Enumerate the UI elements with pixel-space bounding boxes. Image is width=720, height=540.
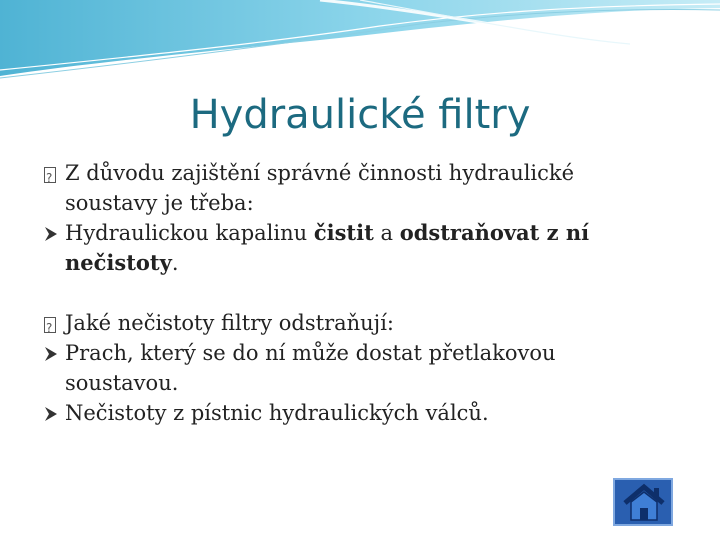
bullet-impurities-text: Jaké nečistoty filtry odstraňují: bbox=[65, 311, 394, 335]
header-wave-decoration bbox=[0, 0, 720, 85]
slide-content bbox=[44, 158, 644, 428]
sub-bullet-dust-text: Prach, který se do ní může dostat přetlakovou soustavou. bbox=[65, 341, 556, 395]
sub-bullet-clean-part2: a bbox=[373, 221, 400, 245]
sub-bullet-clean-part1: Hydraulickou kapalinu bbox=[65, 221, 314, 245]
home-button[interactable] bbox=[613, 478, 673, 526]
arrow-bullet-icon bbox=[44, 338, 58, 376]
bullet-reason-text: Z důvodu zajištění správné činnosti hydraulické soustavy je třeba: bbox=[65, 161, 575, 215]
sub-bullet-rods-text: Nečistoty z pístnic hydraulických válců. bbox=[65, 401, 489, 425]
home-icon bbox=[621, 483, 667, 523]
sub-bullet-clean-part3: . bbox=[171, 251, 179, 275]
arrow-bullet-icon bbox=[44, 218, 58, 256]
sub-bullet-rods bbox=[44, 398, 644, 428]
bullet-marker-icon bbox=[44, 308, 65, 338]
arrow-bullet-icon bbox=[44, 398, 58, 436]
sub-bullet-dust bbox=[44, 338, 644, 398]
bullet-marker-icon bbox=[44, 158, 65, 188]
sub-bullet-clean-bold2: odstraňovat z ní nečistoty bbox=[65, 220, 590, 275]
bullet-impurities bbox=[44, 308, 644, 338]
sub-bullet-clean-bold1: čistit bbox=[313, 220, 374, 245]
sub-bullet-clean bbox=[44, 218, 644, 278]
bullet-reason bbox=[44, 158, 644, 218]
slide-title: Hydraulické filtry bbox=[189, 92, 531, 138]
